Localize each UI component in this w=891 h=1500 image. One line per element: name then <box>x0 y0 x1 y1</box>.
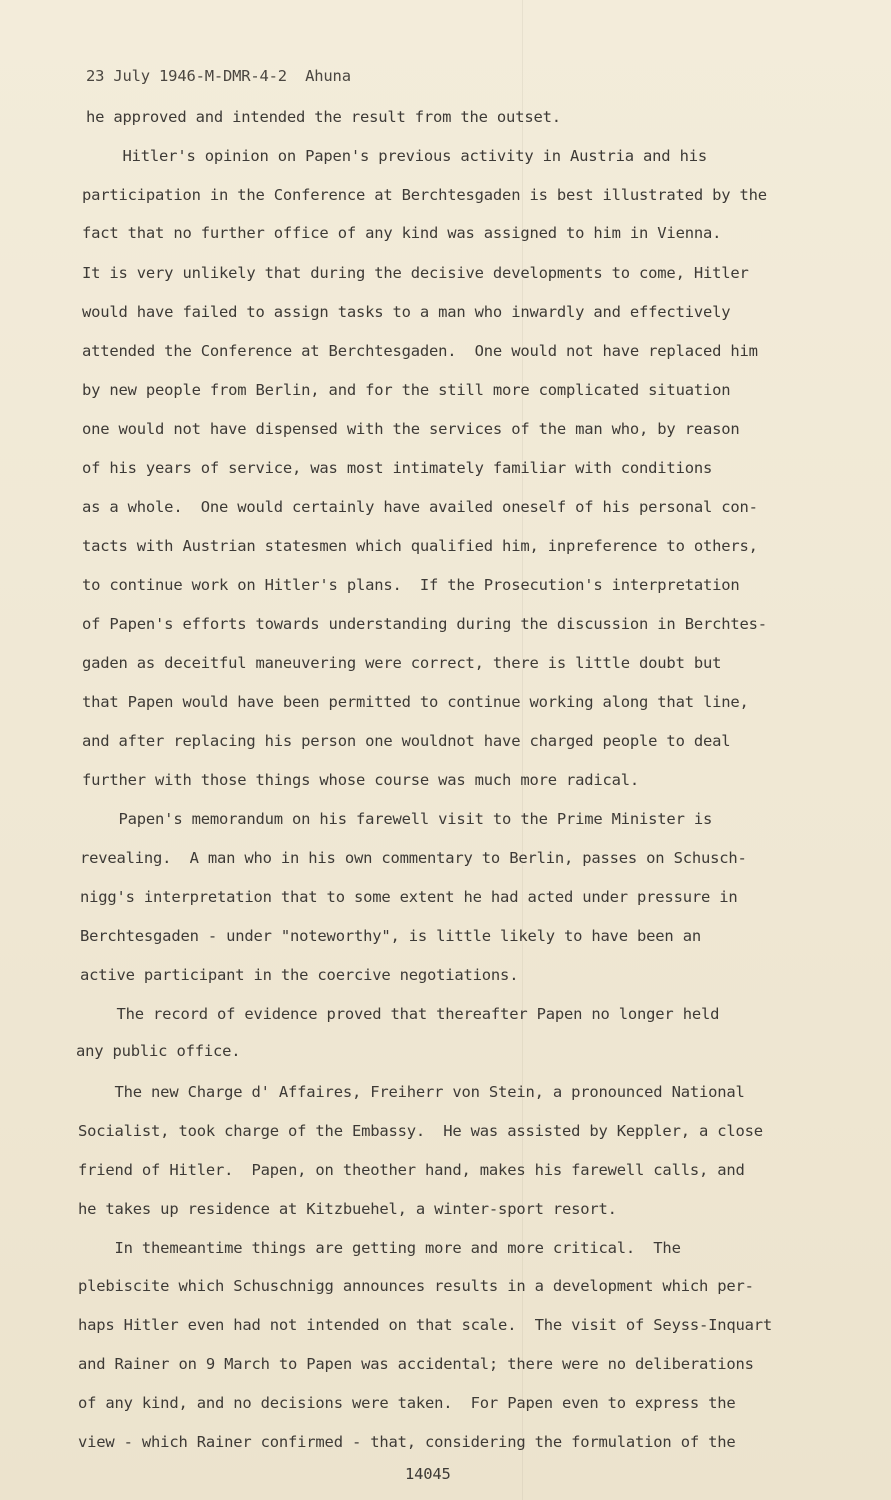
text-line: by new people from Berlin, and for the still more complicated situation <box>82 381 731 399</box>
text-line: Berchtesgaden - under "noteworthy", is little likely to have been an <box>80 927 701 945</box>
text-line: of any kind, and no decisions were taken. For Papen even to express the <box>78 1394 736 1412</box>
text-line: that Papen would have been permitted to continue working along that line, <box>82 693 749 711</box>
document-header: 23 July 1946-M-DMR-4-2 Ahuna <box>86 67 351 85</box>
text-line: attended the Conference at Berchtesgaden. One would not have replaced him <box>82 342 758 360</box>
text-line: and Rainer on 9 March to Papen was accidental; there were no deliberations <box>78 1355 754 1373</box>
text-line: Papen's memorandum on his farewell visit to the Prime Minister is <box>82 810 713 828</box>
text-line: further with those things whose course was much more radical. <box>82 771 640 789</box>
text-line: In themeantime things are getting more and more critical. The <box>78 1239 681 1257</box>
text-line: friend of Hitler. Papen, on theother hand, makes his farewell calls, and <box>78 1161 745 1179</box>
text-line: nigg's interpretation that to some extent he had acted under pressure in <box>80 888 738 906</box>
text-line: gaden as deceitful maneuvering were correct, there is little doubt but <box>82 654 722 672</box>
text-line: would have failed to assign tasks to a man who inwardly and effectively <box>82 303 731 321</box>
text-line: active participant in the coercive negotiations. <box>80 966 519 984</box>
text-line: he takes up residence at Kitzbuehel, a winter-sport resort. <box>78 1200 617 1218</box>
text-line: The record of evidence proved that thereafter Papen no longer held <box>80 1005 720 1023</box>
text-line: participation in the Conference at Berchtesgaden is best illustrated by the <box>82 186 767 204</box>
text-line: Socialist, took charge of the Embassy. He was assisted by Keppler, a close <box>78 1122 763 1140</box>
text-line: any public office. <box>76 1042 241 1060</box>
text-line: The new Charge d' Affaires, Freiherr von Stein, a pronounced National <box>78 1083 745 1101</box>
text-line: and after replacing his person one wouldnot have charged people to deal <box>82 732 731 750</box>
text-line: view - which Rainer confirmed - that, considering the formulation of the <box>78 1433 736 1451</box>
text-line: Hitler's opinion on Papen's previous activity in Austria and his <box>86 147 707 165</box>
text-line: one would not have dispensed with the services of the man who, by reason <box>82 420 740 438</box>
text-line: It is very unlikely that during the decisive developments to come, Hitler <box>82 264 749 282</box>
text-line: as a whole. One would certainly have availed oneself of his personal con- <box>82 498 758 516</box>
text-line: of Papen's efforts towards understanding during the discussion in Berchtes- <box>82 615 767 633</box>
text-line: of his years of service, was most intimately familiar with conditions <box>82 459 713 477</box>
text-line: to continue work on Hitler's plans. If the Prosecution's interpretation <box>82 576 740 594</box>
text-line: tacts with Austrian statesmen which qualified him, inpreference to others, <box>82 537 758 555</box>
page-number: 14045 <box>405 1465 451 1483</box>
text-line: plebiscite which Schuschnigg announces results in a development which per- <box>78 1277 754 1295</box>
text-line: fact that no further office of any kind was assigned to him in Vienna. <box>82 224 722 242</box>
text-line: revealing. A man who in his own commentary to Berlin, passes on Schusch- <box>80 849 747 867</box>
text-line: haps Hitler even had not intended on that scale. The visit of Seyss-Inquart <box>78 1316 773 1334</box>
text-line: he approved and intended the result from the outset. <box>86 108 561 126</box>
